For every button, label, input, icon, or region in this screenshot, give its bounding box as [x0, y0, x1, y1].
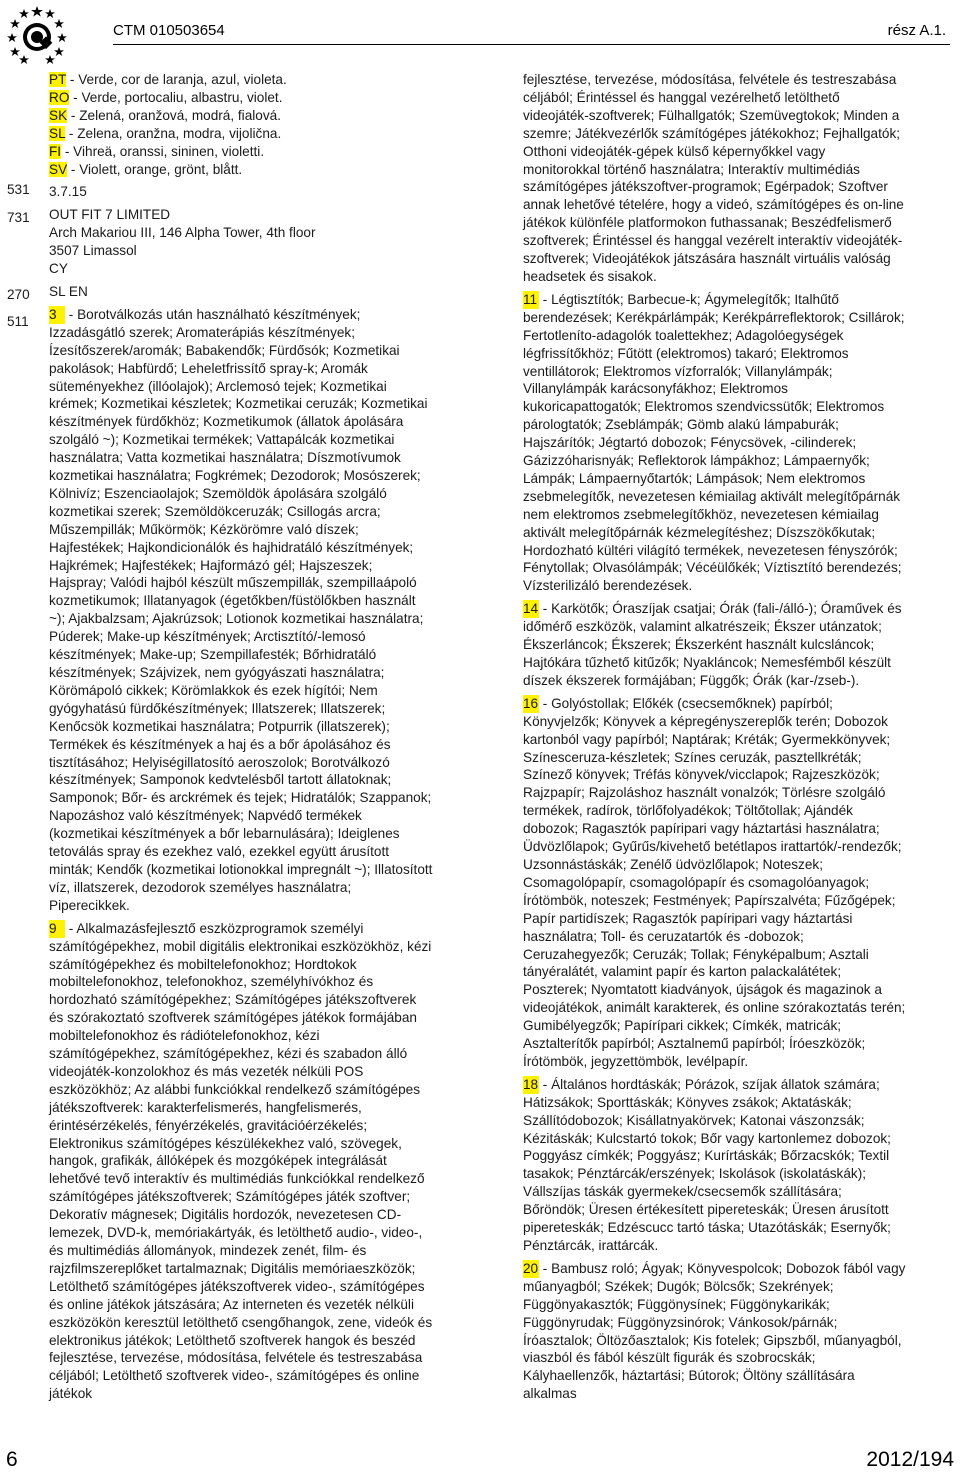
- color-list: [49, 71, 433, 178]
- class-number: 20: [523, 1260, 539, 1276]
- star-icon: [10, 47, 20, 56]
- goods-class-9: [49, 920, 433, 1403]
- part-label: rész A.1.: [887, 22, 946, 39]
- color-text: - Violett, orange, grönt, blått.: [67, 161, 243, 177]
- inid-code-goods: 511: [7, 314, 29, 329]
- color-line: [49, 89, 433, 107]
- color-line: [49, 71, 433, 89]
- class-number: 3: [49, 306, 65, 324]
- language-code: SK: [49, 107, 68, 123]
- goods-class-18: [523, 1076, 906, 1255]
- inid-code-filing-date: 531: [7, 182, 30, 197]
- star-icon: [31, 6, 43, 17]
- owner-city: 3507 Limassol: [49, 243, 137, 259]
- class-text: - Általános hordtáskák; Pórázok, szíjak állatok számára; Hátizsákok; Sporttáskák; Könyves zsákok; Aktatáskák; Szállítódobozok; Kisállatnyakörvek; Katonai vászonzsák; Kézitáskák; Kulcstartó tokok; Bőr vagy kartonlemez dobozok; Poggyász címkék; Poggyász; Kurírtáskák; Bőrzacskók; Textil tasakok; Pénztárcák/erszények; Iskolások (iskolatáskák); Vállszíjas táskák gyermekek/csecsemők szállítására; Bőröndök; Üresen értékesített pipereteskák; Üresen árusított pipereteskák; Edzéscucc tartó táska; Utazótáskák; Esernyők; Pénztárcák, irattárcák.: [523, 1076, 891, 1253]
- bulletin-issue: 2012/194: [866, 1448, 954, 1471]
- class-number: 11: [523, 291, 538, 307]
- class-text: - Borotválkozás után használható készítmények; Izzadásgátló szerek; Aromaterápiás készítmények; Ízesítőszerek/aromák; Babakendők; Fürdősók; Kozmetikai pakolások; Habfürdő; Leheletfrissítő spray-k; Aromák süteményekhez (illóolajok); Arclemosó tejek; Kozmetikai krémek; Kozmetikai készletek; Kozmetikai ceruzák; Kozmetikai készítmények fürdőkhöz; Kozmetikumok (állatok ápolására szolgáló ~); Kozmetikai termékek; Vattapálcák kozmetikai használatra; Vatta kozmetikai használatra; Díszmotívumok kozmetikai használatra; Fogkrémek; Dezodorok; Mosószerek; Kölnivíz; Eszenciaolajok; Szemöldök ápolására szolgáló kozmetikai szerek; Szemöldökceruzák; Csillogás arcra; Műszempillák; Műkörmök; Kézkörömre való díszek; Hajfestékek; Hajkondicionálók és hajhidratáló készítmények; Hajkrémek; Hajfestékek; Hajformázó gél; Hajszeszek; Hajspray; Valódi hajból készült műszempillák, szempillaápoló kozmetikumok; Illatanyagok (égetőkben/füstölőkben használt ~); Ajakbalzsam; Ajakrúzsok; Lotionok kozmetikai használatra; Púderek; Make-up készítmények; Arctisztító/-lemosó készítmények; Make-up; Szempillafesték; Bőrhidratáló készítmények; Szájvizek, nem gyógyászati használatra; Körömápoló cikkek; Körömlakkok és ezek hígítói; Nem gyógyhatású fürdőkészítmények; Illatszerek; Illatszerek; Kenőcsök kozmetikai használatra; Potpurrik (illatszerek); Termékek és készítmények a haj és a bőr ápolásához és tisztításához; Helyiségillatosító aeroszolok; Borotválkozó készítmények; Samponok kedvtelésből tartott állatoknak; Samponok; Bőr- és arckrémek és tejek; Hidratálók; Szappanok; Napozáshoz való készítmények; Napvédő termékek (kozmetikai készítmények a bőr lebarnulására); Ideiglenes tetoválás spray és ezekhez való, ezekkel együtt árusított minták; Kendők (kozmetikai lotionokkal impregnált ~); Illatosított víz, illatszerek, dezodorok személyes használatra; Piperecikkek.: [49, 306, 433, 913]
- color-text: - Zelena, oranžna, modra, vijolična.: [65, 125, 282, 141]
- color-line: [49, 161, 433, 179]
- star-icon: [54, 47, 64, 56]
- language-code: PT: [49, 72, 67, 87]
- color-text: - Verde, cor de laranja, azul, violeta.: [66, 72, 287, 87]
- goods-class-11: [523, 291, 906, 595]
- star-icon: [54, 19, 64, 28]
- inid-code-languages: 270: [7, 287, 30, 302]
- left-column: [49, 71, 433, 1403]
- class-9-continuation: fejlesztése, tervezése, módosítása, felvétele és testreszabása céljából; Érintéssel és hanggal vezérelhető letölthető videojáték-szoftverek; Fülhallgatók; Szemüvegtokok; Minden a szemre; Játékvezérlők számítógépes játékokhoz; Fejhallgatók; Otthoni videojáték-gépek külső képernyőkkel vagy monitorokkal történő használatra; Interaktív multimédiás számítógépes játékszoftver-programok; Egérpadok; Szoftver annak lehetővé tételére, hogy a videó, számítógépes és on-line játékok különféle platformokon futhassanak; Beszédfelismerő szoftverek; Érintéssel és hanggal vezérelt interaktív videojáték-szoftverek; Videojátékok játszására használt virtuális valóság headsetek és sisakok.: [523, 72, 904, 284]
- color-text: - Zelená, oranžová, modrá, fialová.: [67, 107, 281, 123]
- owner-name: OUT FIT 7 LIMITED: [49, 207, 171, 223]
- color-text: - Vihreä, oranssi, sininen, violetti.: [61, 143, 265, 159]
- owner-country: CY: [49, 261, 68, 277]
- eu-trademark-logo: [4, 4, 70, 66]
- document-code: CTM 010503654: [113, 22, 225, 39]
- goods-class-14: [523, 600, 906, 690]
- color-text: - Verde, portocaliu, albastru, violet.: [69, 89, 283, 105]
- color-line: [49, 107, 433, 125]
- language-code: RO: [49, 89, 70, 105]
- language-code: FI: [49, 143, 62, 159]
- star-icon: [45, 9, 55, 18]
- class-text: - Légtisztítók; Barbecue-k; Ágymelegítők; Italhűtő berendezések; Kerékpárlámpák; Kerékpárreflektorok; Csillárok; Fertotleníto-adagolók toalettekhez; Adagolóegységek légfrissítőkhöz; Fűtött (elektromos) takaró; Elektromos ventillátorok; Elektromos vízforralók; Villanylámpák; Villanylámpák karácsonyfákhoz; Elektromos kukoricapattogatók; Elektromos szendvicssütők; Elektromos párologtatók; Zseblámpák; Gömb alakú lámpaburák; Hajszárítók; Jégtartó dobozok; Fénycsövek, -cilinderek; Gázizzóharisnyák; Reflektorok lámpákhoz; Lámpaernyők; Lámpák; Lámpaernyőtartók; Lámpások; Nem elektromos zsebmelegítők, nevezetesen kémiailag aktivált melegítőpárnák nem elektromos zsebmelegítőkhöz, nevezetesen kémiailag aktivált melegítőpárnák kézmelegítéshez; Díszszökőkutak; Hordozható kültéri világító termékek, nevezetesen fényszórók; Fénytollak; Olvasólámpák; Vécéülőkék; Víztisztító berendezés; Vízsterilizáló berendezések.: [523, 291, 905, 594]
- star-icon: [57, 33, 67, 42]
- goods-class-20: [523, 1260, 906, 1403]
- class-number: 18: [523, 1076, 539, 1092]
- header-rule: [113, 44, 950, 45]
- class-text: - Bambusz roló; Ágyak; Könyvespolcok; Dobozok fából vagy műanyagból; Székek; Dugók; Bölcsők; Szekrények; Függönyakasztók; Függönysínek; Függönykarikák; Függönyrudak; Függönyzsinórok; Vánkosok/párnák; Íróasztalok; Öltözőasztalok; Kis fotelek; Gipszből, műanyagból, viaszból és fából készült figurák és szobrocskák; Kályhaellenzők, háztartási; Bútorok; Öltöny szállítására alkalmas: [523, 1260, 906, 1402]
- star-icon: [10, 19, 20, 28]
- star-icon: [7, 33, 17, 42]
- star-icon: [19, 9, 29, 18]
- star-icon: [19, 55, 29, 64]
- classification-code: 3.7.15: [49, 184, 87, 200]
- page-number: 6: [6, 1448, 18, 1471]
- languages: SL EN: [49, 283, 88, 299]
- class-number: 16: [523, 695, 539, 711]
- inid-code-owner: 731: [7, 210, 30, 225]
- language-code: SL: [49, 125, 66, 141]
- goods-class-16: [523, 695, 906, 1071]
- right-column: [523, 71, 906, 1403]
- owner-address: Arch Makariou III, 146 Alpha Tower, 4th floor: [49, 225, 316, 241]
- class-number: 9: [49, 920, 65, 938]
- color-line: [49, 143, 433, 161]
- class-text: - Karkötők; Óraszíjak csatjai; Órák (fali-/álló-); Óraművek és időmérő eszközök, valamint alkatrészeik; Ékszer utánzatok; Ékszerláncok; Ékszerek; Ékszerként használt kulcsláncok; Hajtókára tűzhető kitűzők; Nyakláncok; Nemesfémből készült díszek ékszerek formájában; Függők; Órák (kar-/zseb-).: [523, 601, 902, 688]
- goods-class-3: [49, 306, 433, 915]
- class-text: - Alkalmazásfejlesztő eszközprogramok személyi számítógépekhez, mobil digitális elektronikai eszközökhöz, kézi számítógépekhez és mobiltelefonokhoz; Hordtokok mobiltelefonokhoz, telefonokhoz, személyhívókhoz és hordozható számítógépekhez; Számítógépes játékszoftverek és szórakoztató szoftverek számítógépes játékok formájában mobiltelefonokhoz és rádiótelefonokhoz, kézi számítógépekhez, számítógépekhez, kézi és szabadon álló videojáték-konzolokhoz és más vezeték nélküli POS eszközökhöz; Az alábbi funkciókkal rendelkező számítógépes játékszoftverek: karakterfelismerés, hangfelismerés, érintésérzékelés, fényérzékelés, gravitációérzékelés; Elektronikus számítógépes készülékekhez való, szövegek, hangok, grafikák, állóképek és mozgóképek integrálását lehetővé tevő interaktív és multimédiás funkciókkal rendelkező számítógépes játékszoftverek; Számítógépes játék szoftver; Dekoratív mágnesek; Digitális hordozók, nevezetesen CD-lemezek, DVD-k, memóriakártyák, és letölthető audio-, video-, és multimédiás állományok, mindezek zenét, film- és rajzfilmszereplőket tartalmaznak; Digitális memóriaeszközök; Letölthető számítógépes játékszoftverek video-, számítógépes és online játékok játszására; Az interneten és vezeték nélküli eszközökön keresztül letölthető csengőhangok, zene, videók és elektronikus játékok; Letölthető szoftverek hangok és beszéd fejlesztése, tervezése, módosítása, felvétele és testreszabása céljából; Letölthető szoftverek video-, számítógépes és online játékok: [49, 920, 433, 1402]
- star-icon: [45, 55, 55, 64]
- class-number: 14: [523, 601, 539, 617]
- language-code: SV: [49, 161, 68, 177]
- class-text: - Golyóstollak; Előkék (csecsemőknek) papírból; Könyvjelzők; Könyvek a képregényszereplők terén; Dobozok kartonból vagy papírból; Naptárak; Kréták; Gyermekkönyvek; Színesceruza-készletek; Színes ceruzák, pasztellkréták; Színező könyvek; Tréfás könyvek/vicclapok; Rajzeszközök; Rajzpapír; Rajzoláshoz használt vonalzók; Törlésre szolgáló termékek, radírok, törlőfolyadékok; Töltőtollak; Ajándék dobozok; Ragasztók papíripari vagy háztartási használatra; Üdvözlőlapok; Gyűrűs/kivehető betétlapos irattartók/-rendezők; Uzsonnástáskák; Zenélő üdvözlőlapok; Noteszek; Csomagolópapír, csomagolópapír és csomagolóanyagok; Írótömbök, noteszek; Festmények; Papírszalvéta; Fűzőgépek; Papír partidíszek; Ragasztók papíripari vagy háztartási használatra; Toll- és ceruzatartók és -dobozok; Ceruzahegyezők; Ceruzák; Tollak; Fényképalbum; Asztali tányéralátét, valamint papír és karton palackalátétek; Poszterek; Nyomtatott kiadványok, újságok és magazinok a videojátékok, animált karakterek, és online szórakoztatás terén; Gumibélyegzők; Papírípari cikkek; Címkék, matricák; Asztalterítők papírból; Asztalnemű papírból; Íróeszközök; Írótömbök, jegyzettömbök, levélpapír.: [523, 695, 906, 1069]
- color-line: [49, 125, 433, 143]
